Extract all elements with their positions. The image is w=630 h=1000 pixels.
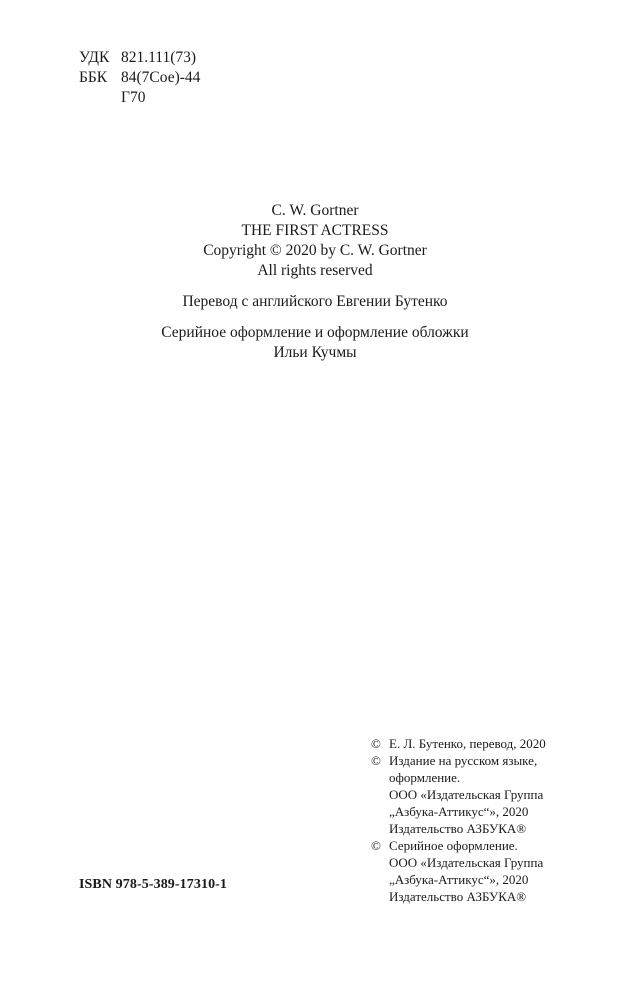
rights-reserved: All rights reserved — [257, 262, 373, 279]
isbn: ISBN 978-5-389-17310-1 — [79, 877, 228, 892]
copyright-entry-lines — [389, 735, 546, 752]
copyright-line: Издательство АЗБУКА® — [389, 821, 527, 836]
spacer — [0, 312, 630, 323]
copyright-line: „Азбука-Аттикус“», 2020 — [389, 872, 529, 887]
copyright-line: Издание на русском языке, — [389, 753, 538, 768]
original-title: THE FIRST ACTRESS — [241, 222, 389, 239]
copyright-line: ООО «Издательская Группа — [389, 787, 544, 802]
copyright-notices — [371, 735, 546, 905]
copyright-line: ООО «Издательская Группа — [389, 855, 544, 870]
original-author: C. W. Gortner — [271, 202, 359, 219]
classification-block — [79, 48, 200, 108]
copyright-line: Издательство АЗБУКА® — [389, 889, 527, 904]
copyright-entry-lines — [389, 837, 543, 905]
credits-block — [0, 201, 630, 363]
copyright-entry — [371, 735, 546, 752]
author-mark-row — [79, 88, 200, 108]
design-credit-line-2: Ильи Кучмы — [273, 344, 357, 361]
author-mark: Г70 — [121, 89, 146, 106]
udk-value: 821.111(73) — [121, 49, 197, 66]
udk-row — [79, 48, 200, 68]
copyright-line: Серийное оформление. — [389, 838, 518, 853]
copyright-symbol: © — [371, 838, 381, 853]
bbk-row — [79, 68, 200, 88]
translation-credit: Перевод с английского Евгении Бутенко — [182, 293, 448, 310]
design-credit-line-1: Серийное оформление и оформление обложки — [161, 324, 469, 341]
copyright-entry-lines — [389, 752, 543, 837]
original-copyright: Copyright © 2020 by C. W. Gortner — [203, 242, 427, 259]
copyright-line: Е. Л. Бутенко, перевод, 2020 — [389, 736, 546, 751]
copyright-line: „Азбука-Аттикус“», 2020 — [389, 804, 529, 819]
udk-label: УДК — [79, 49, 110, 66]
copyright-entry — [371, 837, 546, 905]
bbk-value: 84(7Сое)-44 — [121, 69, 201, 86]
copyright-line: оформление. — [389, 770, 461, 785]
copyright-symbol: © — [371, 736, 381, 751]
copyright-symbol: © — [371, 753, 381, 768]
spacer — [0, 281, 630, 292]
bbk-label: ББК — [79, 69, 108, 86]
copyright-entry — [371, 752, 546, 837]
